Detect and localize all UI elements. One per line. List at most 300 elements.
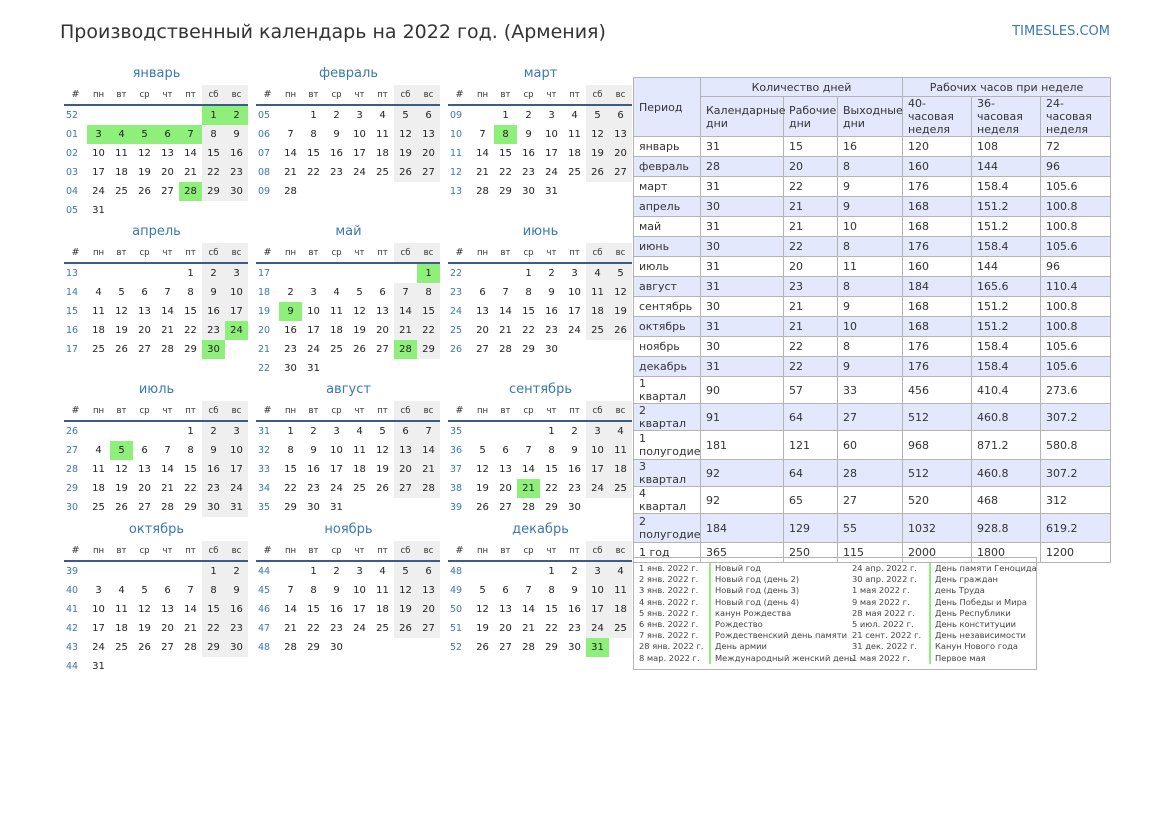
- day-cell[interactable]: 18: [115, 623, 128, 634]
- day-cell[interactable]: 10: [225, 441, 248, 460]
- day-cell[interactable]: 7: [525, 445, 532, 456]
- day-cell[interactable]: 9: [548, 287, 555, 298]
- day-cell[interactable]: 2: [525, 110, 532, 121]
- day-cell[interactable]: 12: [394, 125, 417, 144]
- day-cell[interactable]: 18: [353, 464, 366, 475]
- day-cell[interactable]: 19: [476, 623, 489, 634]
- day-cell[interactable]: 25: [353, 483, 366, 494]
- day-cell[interactable]: 9: [225, 581, 248, 600]
- day-cell[interactable]: 2: [202, 263, 225, 283]
- day-cell[interactable]: 11: [92, 464, 105, 475]
- day-cell[interactable]: 9: [571, 585, 578, 596]
- day-cell[interactable]: 5: [609, 263, 632, 283]
- day-cell[interactable]: 1: [525, 268, 532, 279]
- day-cell[interactable]: 19: [394, 600, 417, 619]
- day-cell[interactable]: 30: [568, 502, 581, 513]
- day-cell[interactable]: 29: [202, 182, 225, 201]
- day-cell[interactable]: 25: [92, 502, 105, 513]
- day-cell[interactable]: 28: [476, 186, 489, 197]
- day-cell[interactable]: 10: [353, 585, 366, 596]
- day-cell[interactable]: 24: [545, 167, 558, 178]
- day-cell[interactable]: 10: [92, 604, 105, 615]
- day-cell[interactable]: 17: [545, 148, 558, 159]
- day-cell[interactable]: 23: [330, 623, 343, 634]
- day-cell[interactable]: 20: [499, 623, 512, 634]
- day-cell[interactable]: 28: [522, 642, 535, 653]
- day-cell[interactable]: 8: [548, 585, 555, 596]
- day-cell[interactable]: 12: [476, 604, 489, 615]
- day-cell[interactable]: 11: [115, 148, 128, 159]
- day-cell[interactable]: 6: [502, 445, 509, 456]
- day-cell[interactable]: 1: [548, 566, 555, 577]
- day-cell[interactable]: 1: [548, 426, 555, 437]
- day-cell[interactable]: 13: [376, 306, 389, 317]
- day-cell[interactable]: 12: [115, 464, 128, 475]
- day-cell[interactable]: 2: [225, 105, 248, 125]
- day-cell[interactable]: 26: [138, 186, 151, 197]
- day-cell[interactable]: 25: [568, 167, 581, 178]
- day-cell[interactable]: 23: [522, 167, 535, 178]
- day-cell[interactable]: 16: [225, 600, 248, 619]
- day-cell[interactable]: 14: [284, 604, 297, 615]
- day-cell[interactable]: 15: [499, 148, 512, 159]
- day-cell[interactable]: 15: [184, 306, 197, 317]
- day-cell[interactable]: 17: [225, 302, 248, 321]
- day-cell[interactable]: 23: [330, 167, 343, 178]
- day-cell[interactable]: 8: [202, 125, 225, 144]
- day-cell[interactable]: 17: [353, 604, 366, 615]
- day-cell[interactable]: 26: [394, 163, 417, 182]
- day-cell[interactable]: 7: [164, 287, 171, 298]
- day-cell[interactable]: 28: [161, 502, 174, 513]
- day-cell[interactable]: 6: [417, 561, 440, 581]
- day-cell[interactable]: 11: [92, 306, 105, 317]
- day-cell[interactable]: 27: [499, 502, 512, 513]
- day-cell[interactable]: 11: [376, 585, 389, 596]
- day-cell[interactable]: 23: [202, 479, 225, 498]
- day-cell[interactable]: 8: [417, 283, 440, 302]
- day-cell[interactable]: 6: [164, 585, 171, 596]
- day-cell[interactable]: 28: [284, 642, 297, 653]
- day-cell[interactable]: 5: [110, 441, 133, 460]
- day-cell[interactable]: 3: [333, 426, 340, 437]
- day-cell[interactable]: 30: [330, 642, 343, 653]
- day-cell[interactable]: 27: [394, 479, 417, 498]
- day-cell[interactable]: 4: [609, 561, 632, 581]
- day-cell[interactable]: 6: [502, 585, 509, 596]
- day-cell[interactable]: 12: [394, 581, 417, 600]
- day-cell[interactable]: 19: [115, 483, 128, 494]
- day-cell[interactable]: 5: [394, 105, 417, 125]
- day-cell[interactable]: 22: [184, 325, 197, 336]
- day-cell[interactable]: 23: [202, 321, 225, 340]
- day-cell[interactable]: 26: [115, 502, 128, 513]
- day-cell[interactable]: 21: [161, 325, 174, 336]
- day-cell[interactable]: 22: [284, 483, 297, 494]
- day-cell[interactable]: 15: [522, 306, 535, 317]
- day-cell[interactable]: 29: [184, 344, 197, 355]
- day-cell[interactable]: 13: [138, 464, 151, 475]
- day-cell[interactable]: 16: [330, 604, 343, 615]
- day-cell[interactable]: 7: [179, 125, 202, 144]
- day-cell[interactable]: 15: [202, 600, 225, 619]
- day-cell[interactable]: 6: [379, 287, 386, 298]
- day-cell[interactable]: 20: [376, 325, 389, 336]
- day-cell[interactable]: 7: [164, 445, 171, 456]
- day-cell[interactable]: 25: [586, 321, 609, 340]
- day-cell[interactable]: 6: [394, 421, 417, 441]
- day-cell[interactable]: 10: [568, 287, 581, 298]
- day-cell[interactable]: 3: [586, 561, 609, 581]
- day-cell[interactable]: 20: [609, 144, 632, 163]
- day-cell[interactable]: 16: [568, 604, 581, 615]
- day-cell[interactable]: 22: [307, 623, 320, 634]
- day-cell[interactable]: 13: [161, 604, 174, 615]
- day-cell[interactable]: 21: [284, 623, 297, 634]
- day-cell[interactable]: 14: [476, 148, 489, 159]
- day-cell[interactable]: 11: [115, 604, 128, 615]
- day-cell[interactable]: 10: [330, 445, 343, 456]
- day-cell[interactable]: 21: [184, 167, 197, 178]
- day-cell[interactable]: 20: [161, 167, 174, 178]
- day-cell[interactable]: 27: [499, 642, 512, 653]
- day-cell[interactable]: 1: [202, 105, 225, 125]
- day-cell[interactable]: 21: [499, 325, 512, 336]
- day-cell[interactable]: 10: [586, 441, 609, 460]
- day-cell[interactable]: 4: [333, 287, 340, 298]
- day-cell[interactable]: 23: [225, 163, 248, 182]
- day-cell[interactable]: 9: [310, 445, 317, 456]
- day-cell[interactable]: 12: [609, 283, 632, 302]
- day-cell[interactable]: 26: [115, 344, 128, 355]
- day-cell[interactable]: 4: [95, 287, 102, 298]
- day-cell[interactable]: 1: [417, 263, 440, 283]
- day-cell[interactable]: 3: [225, 421, 248, 441]
- day-cell[interactable]: 7: [417, 421, 440, 441]
- day-cell[interactable]: 17: [307, 325, 320, 336]
- day-cell[interactable]: 3: [571, 268, 578, 279]
- day-cell[interactable]: 20: [138, 325, 151, 336]
- day-cell[interactable]: 2: [548, 268, 555, 279]
- day-cell[interactable]: 16: [225, 144, 248, 163]
- day-cell[interactable]: 16: [330, 148, 343, 159]
- day-cell[interactable]: 19: [115, 325, 128, 336]
- day-cell[interactable]: 2: [571, 566, 578, 577]
- day-cell[interactable]: 15: [284, 464, 297, 475]
- day-cell[interactable]: 19: [376, 464, 389, 475]
- day-cell[interactable]: 6: [609, 105, 632, 125]
- day-cell[interactable]: 31: [330, 502, 343, 513]
- day-cell[interactable]: 8: [287, 445, 294, 456]
- day-cell[interactable]: 29: [184, 502, 197, 513]
- day-cell[interactable]: 27: [138, 502, 151, 513]
- day-cell[interactable]: 8: [187, 445, 194, 456]
- day-cell[interactable]: 18: [609, 460, 632, 479]
- day-cell[interactable]: 4: [95, 445, 102, 456]
- day-cell[interactable]: 24: [586, 479, 609, 498]
- day-cell[interactable]: 6: [156, 125, 179, 144]
- day-cell[interactable]: 24: [92, 186, 105, 197]
- day-cell[interactable]: 21: [184, 623, 197, 634]
- day-cell[interactable]: 18: [586, 302, 609, 321]
- day-cell[interactable]: 25: [376, 167, 389, 178]
- day-cell[interactable]: 25: [115, 642, 128, 653]
- day-cell[interactable]: 18: [376, 148, 389, 159]
- day-cell[interactable]: 17: [586, 600, 609, 619]
- day-cell[interactable]: 4: [379, 566, 386, 577]
- day-cell[interactable]: 10: [225, 283, 248, 302]
- day-cell[interactable]: 16: [202, 460, 225, 479]
- day-cell[interactable]: 21: [476, 167, 489, 178]
- day-cell[interactable]: 19: [394, 144, 417, 163]
- day-cell[interactable]: 26: [376, 483, 389, 494]
- day-cell[interactable]: 14: [522, 464, 535, 475]
- day-cell[interactable]: 18: [115, 167, 128, 178]
- day-cell[interactable]: 3: [225, 263, 248, 283]
- day-cell[interactable]: 28: [522, 502, 535, 513]
- day-cell[interactable]: 1: [310, 110, 317, 121]
- day-cell[interactable]: 27: [161, 186, 174, 197]
- day-cell[interactable]: 19: [476, 483, 489, 494]
- day-cell[interactable]: 28: [179, 182, 202, 201]
- day-cell[interactable]: 14: [417, 441, 440, 460]
- day-cell[interactable]: 18: [92, 483, 105, 494]
- day-cell[interactable]: 14: [394, 302, 417, 321]
- day-cell[interactable]: 30: [202, 498, 225, 517]
- day-cell[interactable]: 31: [545, 186, 558, 197]
- day-cell[interactable]: 19: [138, 623, 151, 634]
- day-cell[interactable]: 21: [161, 483, 174, 494]
- day-cell[interactable]: 22: [307, 167, 320, 178]
- day-cell[interactable]: 23: [568, 623, 581, 634]
- day-cell[interactable]: 22: [202, 619, 225, 638]
- day-cell[interactable]: 27: [609, 163, 632, 182]
- day-cell[interactable]: 5: [479, 585, 486, 596]
- day-cell[interactable]: 24: [353, 167, 366, 178]
- day-cell[interactable]: 21: [284, 167, 297, 178]
- day-cell[interactable]: 28: [184, 642, 197, 653]
- day-cell[interactable]: 21: [394, 321, 417, 340]
- day-cell[interactable]: 15: [307, 604, 320, 615]
- day-cell[interactable]: 17: [92, 623, 105, 634]
- day-cell[interactable]: 17: [353, 148, 366, 159]
- day-cell[interactable]: 23: [545, 325, 558, 336]
- day-cell[interactable]: 20: [138, 483, 151, 494]
- day-cell[interactable]: 12: [353, 306, 366, 317]
- day-cell[interactable]: 4: [379, 110, 386, 121]
- day-cell[interactable]: 21: [417, 460, 440, 479]
- day-cell[interactable]: 25: [609, 479, 632, 498]
- day-cell[interactable]: 5: [586, 105, 609, 125]
- day-cell[interactable]: 4: [356, 426, 363, 437]
- day-cell[interactable]: 2: [571, 426, 578, 437]
- day-cell[interactable]: 13: [161, 148, 174, 159]
- day-cell[interactable]: 25: [115, 186, 128, 197]
- day-cell[interactable]: 24: [568, 325, 581, 336]
- day-cell[interactable]: 1: [502, 110, 509, 121]
- day-cell[interactable]: 12: [476, 464, 489, 475]
- day-cell[interactable]: 20: [417, 144, 440, 163]
- day-cell[interactable]: 16: [568, 464, 581, 475]
- day-cell[interactable]: 22: [522, 325, 535, 336]
- day-cell[interactable]: 14: [522, 604, 535, 615]
- day-cell[interactable]: 30: [568, 642, 581, 653]
- day-cell[interactable]: 24: [586, 619, 609, 638]
- day-cell[interactable]: 14: [284, 148, 297, 159]
- day-cell[interactable]: 13: [609, 125, 632, 144]
- day-cell[interactable]: 29: [545, 642, 558, 653]
- day-cell[interactable]: 23: [307, 483, 320, 494]
- day-cell[interactable]: 30: [522, 186, 535, 197]
- day-cell[interactable]: 30: [225, 638, 248, 657]
- day-cell[interactable]: 9: [571, 445, 578, 456]
- day-cell[interactable]: 25: [330, 344, 343, 355]
- day-cell[interactable]: 7: [394, 283, 417, 302]
- day-cell[interactable]: 29: [499, 186, 512, 197]
- day-cell[interactable]: 18: [92, 325, 105, 336]
- day-cell[interactable]: 23: [225, 619, 248, 638]
- day-cell[interactable]: 30: [284, 363, 297, 374]
- day-cell[interactable]: 1: [310, 566, 317, 577]
- day-cell[interactable]: 13: [417, 581, 440, 600]
- day-cell[interactable]: 11: [330, 306, 343, 317]
- day-cell[interactable]: 9: [333, 585, 340, 596]
- day-cell[interactable]: 13: [138, 306, 151, 317]
- day-cell[interactable]: 31: [92, 205, 105, 216]
- day-cell[interactable]: 7: [287, 129, 294, 140]
- day-cell[interactable]: 7: [187, 585, 194, 596]
- day-cell[interactable]: 2: [287, 287, 294, 298]
- day-cell[interactable]: 11: [586, 283, 609, 302]
- day-cell[interactable]: 8: [310, 129, 317, 140]
- day-cell[interactable]: 28: [417, 479, 440, 498]
- day-cell[interactable]: 30: [202, 340, 225, 359]
- day-cell[interactable]: 18: [376, 604, 389, 615]
- day-cell[interactable]: 28: [394, 340, 417, 359]
- day-cell[interactable]: 5: [133, 125, 156, 144]
- day-cell[interactable]: 18: [330, 325, 343, 336]
- day-cell[interactable]: 16: [545, 306, 558, 317]
- day-cell[interactable]: 8: [202, 581, 225, 600]
- day-cell[interactable]: 6: [479, 287, 486, 298]
- day-cell[interactable]: 11: [609, 581, 632, 600]
- day-cell[interactable]: 19: [138, 167, 151, 178]
- day-cell[interactable]: 3: [87, 125, 110, 144]
- day-cell[interactable]: 12: [138, 604, 151, 615]
- day-cell[interactable]: 7: [479, 129, 486, 140]
- day-cell[interactable]: 17: [330, 464, 343, 475]
- day-cell[interactable]: 3: [95, 585, 102, 596]
- day-cell[interactable]: 24: [353, 623, 366, 634]
- day-cell[interactable]: 20: [394, 460, 417, 479]
- day-cell[interactable]: 16: [522, 148, 535, 159]
- day-cell[interactable]: 15: [307, 148, 320, 159]
- day-cell[interactable]: 15: [545, 464, 558, 475]
- day-cell[interactable]: 8: [494, 125, 517, 144]
- day-cell[interactable]: 9: [202, 441, 225, 460]
- day-cell[interactable]: 27: [417, 163, 440, 182]
- day-cell[interactable]: 26: [609, 321, 632, 340]
- day-cell[interactable]: 26: [476, 642, 489, 653]
- day-cell[interactable]: 20: [476, 325, 489, 336]
- day-cell[interactable]: 7: [502, 287, 509, 298]
- day-cell[interactable]: 27: [138, 344, 151, 355]
- day-cell[interactable]: 3: [356, 110, 363, 121]
- day-cell[interactable]: 24: [307, 344, 320, 355]
- day-cell[interactable]: 5: [118, 287, 125, 298]
- day-cell[interactable]: 27: [476, 344, 489, 355]
- day-cell[interactable]: 27: [376, 344, 389, 355]
- day-cell[interactable]: 20: [417, 600, 440, 619]
- day-cell[interactable]: 24: [225, 321, 248, 340]
- day-cell[interactable]: 28: [499, 344, 512, 355]
- day-cell[interactable]: 11: [568, 129, 581, 140]
- day-cell[interactable]: 24: [225, 479, 248, 498]
- day-cell[interactable]: 13: [499, 464, 512, 475]
- day-cell[interactable]: 16: [307, 464, 320, 475]
- day-cell[interactable]: 27: [417, 619, 440, 638]
- day-cell[interactable]: 2: [333, 110, 340, 121]
- day-cell[interactable]: 31: [92, 661, 105, 672]
- day-cell[interactable]: 3: [356, 566, 363, 577]
- day-cell[interactable]: 25: [376, 623, 389, 634]
- day-cell[interactable]: 1: [287, 426, 294, 437]
- day-cell[interactable]: 4: [586, 263, 609, 283]
- day-cell[interactable]: 19: [586, 144, 609, 163]
- day-cell[interactable]: 31: [586, 638, 609, 657]
- day-cell[interactable]: 8: [525, 287, 532, 298]
- day-cell[interactable]: 26: [476, 502, 489, 513]
- day-cell[interactable]: 1: [187, 268, 194, 279]
- day-cell[interactable]: 11: [376, 129, 389, 140]
- day-cell[interactable]: 30: [545, 344, 558, 355]
- day-cell[interactable]: 15: [545, 604, 558, 615]
- day-cell[interactable]: 8: [548, 445, 555, 456]
- day-cell[interactable]: 8: [310, 585, 317, 596]
- day-cell[interactable]: 26: [586, 163, 609, 182]
- day-cell[interactable]: 15: [202, 144, 225, 163]
- day-cell[interactable]: 2: [310, 426, 317, 437]
- day-cell[interactable]: 21: [517, 479, 540, 498]
- day-cell[interactable]: 18: [568, 148, 581, 159]
- day-cell[interactable]: 11: [609, 441, 632, 460]
- day-cell[interactable]: 5: [479, 445, 486, 456]
- day-cell[interactable]: 22: [499, 167, 512, 178]
- day-cell[interactable]: 18: [609, 600, 632, 619]
- day-cell[interactable]: 12: [376, 445, 389, 456]
- day-cell[interactable]: 22: [184, 483, 197, 494]
- day-cell[interactable]: 23: [568, 483, 581, 494]
- day-cell[interactable]: 14: [184, 604, 197, 615]
- day-cell[interactable]: 1: [202, 561, 225, 581]
- day-cell[interactable]: 8: [187, 287, 194, 298]
- day-cell[interactable]: 10: [92, 148, 105, 159]
- day-cell[interactable]: 30: [225, 182, 248, 201]
- day-cell[interactable]: 12: [138, 148, 151, 159]
- day-cell[interactable]: 17: [225, 460, 248, 479]
- day-cell[interactable]: 13: [476, 306, 489, 317]
- day-cell[interactable]: 17: [92, 167, 105, 178]
- day-cell[interactable]: 19: [353, 325, 366, 336]
- day-cell[interactable]: 29: [545, 502, 558, 513]
- day-cell[interactable]: 14: [499, 306, 512, 317]
- day-cell[interactable]: 29: [307, 642, 320, 653]
- day-cell[interactable]: 10: [586, 581, 609, 600]
- day-cell[interactable]: 6: [141, 287, 148, 298]
- day-cell[interactable]: 15: [184, 464, 197, 475]
- day-cell[interactable]: 13: [499, 604, 512, 615]
- day-cell[interactable]: 4: [609, 421, 632, 441]
